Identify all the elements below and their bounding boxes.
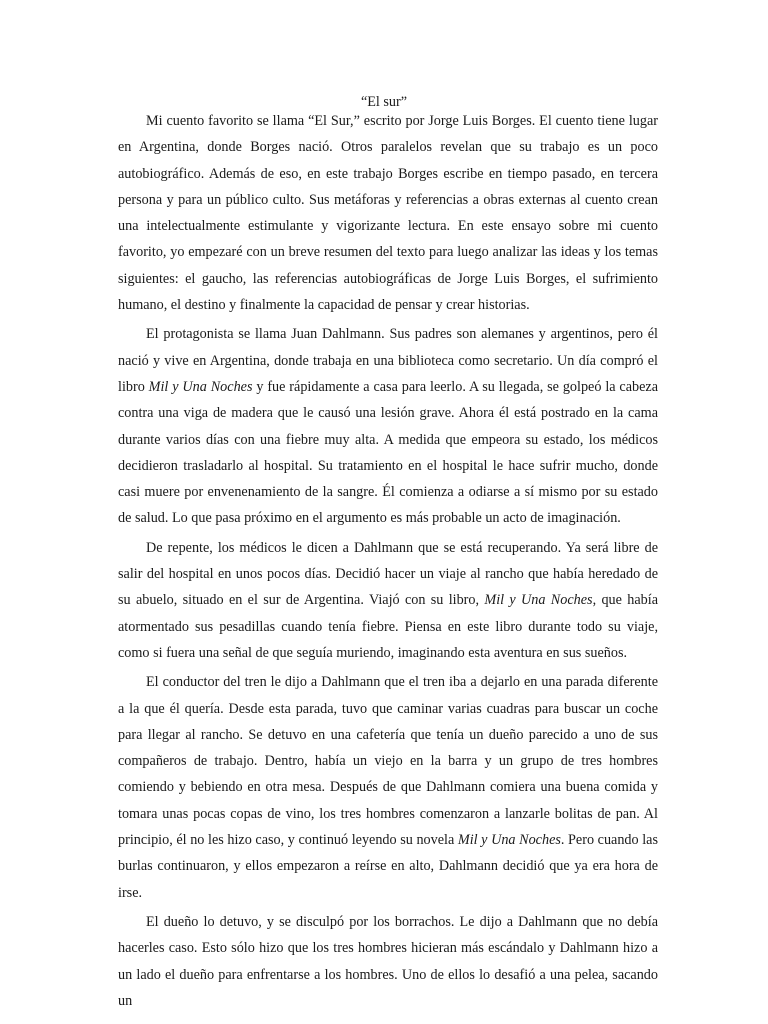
book-title: Mil y Una Noches <box>148 378 253 395</box>
document-title: “El sur” <box>360 94 408 110</box>
paragraph-text: El protagonista se llama Juan Dahlmann. Sus padres son alemanes y argentinos, pero él nació y vive en Argentina, donde trabaja en una biblioteca como secretario. Un día compró el libro <box>118 326 658 395</box>
paragraph-text: El conductor del tren le dijo a Dahlmann que el tren iba a dejarlo en una parada diferente a la que él quería. Desde esta parada, tuvo que caminar varias cuadras para buscar un coche para llegar al rancho. Se detuvo en una cafetería que tenía un dueño parecido a uno de sus compañeros de trabajo. Dentro, había un viejo en la barra y un grupo de tres hombres comiendo y bebiendo en otra mesa. Después de que Dahlmann comiera una buena comida y tomara unas pocas copas de vino, los tres hombres comenzaron a lanzarle bolitas de pan. Al principio, él no les hizo caso, y continuó leyendo su novela <box>118 674 658 849</box>
paragraph-summary-2 <box>118 535 658 666</box>
paragraph-text: De repente, los médicos le dicen a Dahlmann que se está recuperando. Ya será libre de salir del hospital en unos pocos días. Decidió hacer un viaje al rancho que había heredado de su abuelo, situado en el sur de Argentina. Viajó con su libro, <box>118 539 658 609</box>
paragraph-summary-3 <box>118 669 658 906</box>
paragraph-summary-4 <box>118 909 658 1014</box>
paragraph-intro <box>118 108 658 318</box>
book-title: Mil y Una Noches <box>457 832 561 849</box>
paragraph-text: y fue rápidamente a casa para leerlo. A su llegada, se golpeó la cabeza contra una viga de madera que le causó una lesión grave. Ahora él está postrado en la cama durante varios días con una fiebre muy alta. A medida que empeora su estado, los médicos decidieron trasladarlo al hospital. Su tratamiento en el hospital le hace sufrir mucho, donde casi muere por envenenamiento de la sangre. Él comienza a odiarse a sí mismo por su estado de salud. Lo que pasa próximo en el argumento es más probable un acto de imaginación. <box>118 378 659 527</box>
document-body <box>118 108 658 1014</box>
paragraph-text: Mi cuento favorito se llama “El Sur,” escrito por Jorge Luis Borges. El cuento tiene lugar en Argentina, donde Borges nació. Otros paralelos revelan que su trabajo es un poco autobiográfico. Además de eso, en este trabajo Borges escribe en tiempo pasado, en tercera persona y para un público culto. Sus metáforas y referencias a obras externas al cuento crean una intelectualmente estimulante y vigorizante lectura. En este ensayo sobre mi cuento favorito, yo empezaré con un breve resumen del texto para luego analizar las ideas y los temas siguientes: el gaucho, las referencias autobiográficas de Jorge Luis Borges, el sufrimiento humano, el destino y finalmente la capacidad de pensar y crear historias. <box>118 113 658 314</box>
paragraph-summary-1 <box>118 321 658 531</box>
paragraph-text: . Pero cuando las burlas continuaron, y ellos empezaron a reírse en alto, Dahlmann decidió que ya era hora de irse. <box>118 832 658 901</box>
book-title: Mil y Una Noches <box>484 592 593 609</box>
paragraph-text: El dueño lo detuvo, y se disculpó por los borrachos. Le dijo a Dahlmann que no debía hacerles caso. Esto sólo hizo que los tres hombres hicieran más escándalo y Dahlmann hizo a un lado el dueño para enfrentarse a los hombres. Uno de ellos lo desafió a una pelea, sacando un <box>118 913 658 1009</box>
paragraph-text: , que había atormentado sus pesadillas cuando tenía fiebre. Piensa en este libro durante todo su viaje, como si fuera una señal de que seguía muriendo, imaginando esta aventura en sus sueños. <box>118 592 658 661</box>
